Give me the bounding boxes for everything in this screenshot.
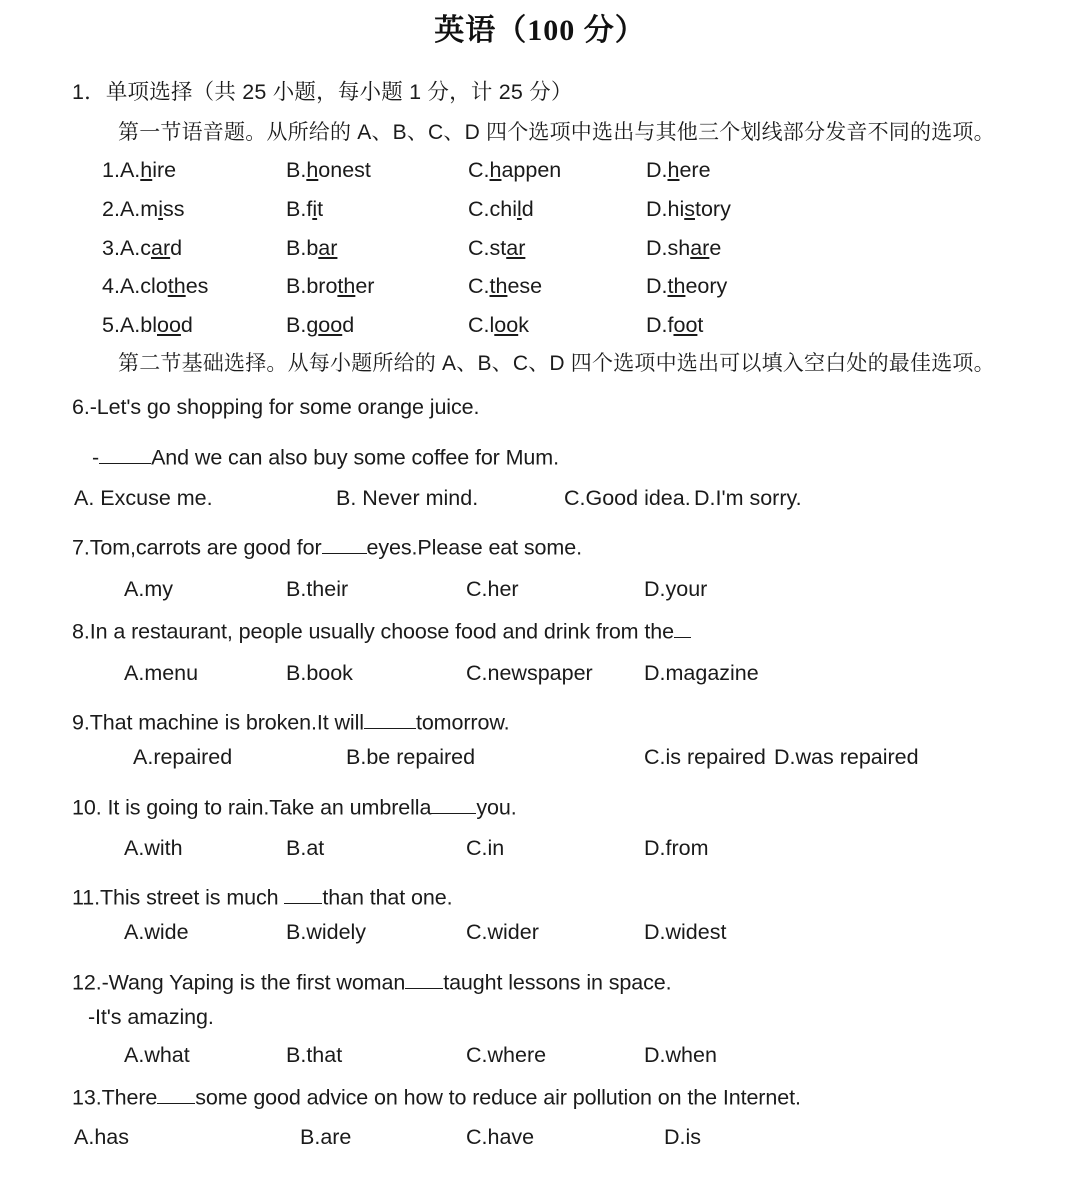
word-prefix: bro [306, 274, 338, 299]
question-7-stem-pre: 7.Tom,carrots are good for [72, 535, 322, 560]
question-9-blank [364, 708, 416, 729]
underlined-letters: s [684, 196, 695, 221]
question-11-stem [72, 883, 452, 909]
question-12-stem-post: taught lessons in space. [443, 970, 672, 995]
word-suffix: tory [694, 196, 731, 221]
phonetics-option-b[interactable] [286, 315, 354, 337]
word-suffix: ss [162, 196, 185, 221]
option-b[interactable]: B.widely [286, 920, 367, 944]
underlined-letters: i [312, 196, 318, 221]
word-suffix: ese [507, 274, 543, 299]
question-8-stem-pre: 8.In a restaurant, people usually choose food and drink from the [72, 619, 674, 644]
option-letter: A. [119, 196, 141, 221]
phonetics-option-d[interactable] [646, 235, 722, 260]
option-c[interactable]: C.where [466, 1043, 547, 1067]
phonetics-option-d[interactable] [646, 160, 711, 182]
option-b[interactable]: B. Never mind. [336, 486, 479, 510]
question-11-stem-post: than that one. [322, 885, 453, 910]
option-letter: B. [286, 196, 307, 221]
phonetics-option-c[interactable] [468, 160, 561, 182]
phonetics-row-number: 5. [102, 313, 120, 338]
part-two-instruction: 第二节基础选择。从每小题所给的 A、B、C、D 四个选项中选出可以填入空白处的最佳选项。 [118, 352, 995, 375]
question-10-blank [431, 793, 476, 814]
underlined-letters: l [516, 196, 522, 221]
option-letter: D. [646, 313, 668, 338]
word-suffix: eory [685, 274, 728, 299]
word-suffix: d [521, 196, 534, 221]
question-8-stem [72, 617, 691, 643]
option-d[interactable]: D.is [664, 1125, 702, 1149]
option-letter: D. [646, 196, 668, 221]
option-c[interactable]: C.is repaired [644, 745, 766, 769]
question-13-stem-pre: 13.There [72, 1085, 158, 1110]
underlined-letters: ar [151, 235, 171, 260]
phonetics-option-c[interactable] [468, 235, 526, 260]
option-letter: D. [646, 274, 668, 299]
phonetics-option-b[interactable] [286, 235, 338, 260]
part-one-instruction: 第一节语音题。从所给的 A、B、C、D 四个选项中选出与其他三个划线部分发音不同的选项。 [118, 121, 995, 144]
option-letter: A. [119, 274, 141, 299]
word-suffix: d [170, 235, 183, 260]
word-suffix: ere [679, 158, 711, 182]
question-11-blank [284, 883, 322, 904]
option-b[interactable]: B.be repaired [346, 745, 476, 769]
question-12-blank [405, 968, 443, 989]
underlined-letters: oo [673, 313, 698, 338]
option-a[interactable]: A.my [124, 577, 173, 601]
question-6-stem-line2-pre: - [92, 445, 100, 470]
option-a[interactable]: A.with [124, 836, 183, 860]
question-13-stem-post: some good advice on how to reduce air pollution on the Internet. [195, 1085, 801, 1110]
question-7-stem [72, 533, 582, 559]
phonetics-option-c[interactable] [468, 276, 542, 298]
word-prefix: f [667, 313, 674, 338]
question-11-stem-pre: 11.This street is much [72, 885, 285, 910]
word-suffix: appen [501, 158, 562, 182]
phonetics-option-b[interactable] [286, 160, 371, 182]
question-13-stem [72, 1083, 801, 1109]
option-a[interactable]: A.repaired [133, 745, 233, 769]
question-10-stem [72, 793, 517, 819]
underlined-letters: oo [494, 313, 519, 338]
question-8-blank [674, 617, 691, 638]
option-d[interactable]: D.your [644, 577, 708, 601]
phonetics-row-number: 2. [102, 196, 120, 221]
underlined-letters: h [140, 158, 153, 182]
option-b[interactable]: B.are [300, 1125, 352, 1149]
word-suffix: k [518, 313, 529, 338]
option-d[interactable]: D.I'm sorry. [694, 486, 802, 510]
underlined-letters: h [667, 158, 680, 182]
question-13-blank [157, 1083, 195, 1104]
word-suffix: es [185, 274, 209, 299]
phonetics-option-d[interactable] [646, 196, 731, 221]
phonetics-option-a[interactable] [102, 276, 208, 298]
word-suffix: t [317, 196, 324, 221]
option-a[interactable]: A.has [74, 1125, 129, 1149]
option-letter: A. [119, 158, 141, 182]
option-letter: C. [468, 158, 490, 182]
option-d[interactable]: D.magazine [644, 661, 759, 685]
word-prefix: l [489, 313, 495, 338]
underlined-letters: ar [318, 235, 338, 260]
phonetics-option-b[interactable] [286, 276, 374, 298]
word-prefix: bl [140, 313, 157, 338]
phonetics-option-a[interactable] [102, 196, 185, 221]
option-d[interactable]: D.was repaired [774, 745, 919, 769]
page-title: 英语（100 分） [434, 14, 646, 47]
underlined-letters: th [167, 274, 186, 299]
question-7-stem-post: eyes.Please eat some. [366, 535, 582, 560]
option-c[interactable]: C.her [466, 577, 519, 601]
phonetics-row-number: 1. [102, 158, 120, 182]
word-prefix: st [489, 235, 507, 260]
option-d[interactable]: D.widest [644, 920, 727, 944]
word-prefix: c [140, 235, 152, 260]
option-letter: B. [286, 313, 307, 338]
option-letter: B. [286, 158, 307, 182]
question-6-stem-line2 [92, 443, 559, 469]
option-letter: A. [119, 235, 141, 260]
underlined-letters: oo [318, 313, 343, 338]
option-a[interactable]: A. Excuse me. [74, 486, 213, 510]
option-b[interactable]: B.book [286, 661, 353, 685]
option-letter: B. [286, 235, 307, 260]
phonetics-row-number: 3. [102, 235, 120, 260]
question-9-stem [72, 708, 509, 734]
underlined-letters: i [158, 196, 163, 221]
question-10-stem-post: you. [476, 795, 517, 820]
option-c[interactable]: C.wider [466, 920, 539, 944]
question-7-blank [322, 533, 367, 554]
option-a[interactable]: A.wide [124, 920, 189, 944]
word-suffix: onest [318, 158, 371, 182]
question-12-stem-line2: -It's amazing. [88, 1005, 214, 1029]
option-a[interactable]: A.what [124, 1043, 190, 1067]
word-suffix: ire [152, 158, 177, 182]
section-heading: 1．单项选择（共 25 小题，每小题 1 分，计 25 分） [72, 80, 573, 104]
question-6-stem-line2-post: And we can also buy some coffee for Mum. [151, 445, 559, 470]
question-10-stem-pre: 10. It is going to rain.Take an umbrella [72, 795, 432, 820]
word-suffix: e [709, 235, 722, 260]
option-d[interactable]: D.from [644, 836, 709, 860]
underlined-letters: th [667, 274, 686, 299]
word-prefix: g [306, 313, 319, 338]
option-letter: C. [468, 274, 490, 299]
phonetics-option-a[interactable] [102, 235, 183, 260]
word-prefix: clo [140, 274, 168, 299]
word-prefix: chi [489, 196, 517, 221]
option-letter: A. [119, 313, 141, 338]
underlined-letters: th [489, 274, 508, 299]
underlined-letters: oo [157, 313, 181, 338]
word-prefix: sh [667, 235, 691, 260]
option-letter: C. [468, 313, 490, 338]
option-b[interactable]: B.their [286, 577, 349, 601]
phonetics-option-d[interactable] [646, 315, 703, 337]
option-c[interactable]: C.newspaper [466, 661, 593, 685]
word-prefix: b [306, 235, 319, 260]
option-a[interactable]: A.menu [124, 661, 199, 685]
underlined-letters: ar [506, 235, 526, 260]
option-b[interactable]: B.at [286, 836, 325, 860]
option-c[interactable]: C.have [466, 1125, 535, 1149]
word-prefix: m [140, 196, 159, 221]
phonetics-option-a[interactable] [102, 315, 193, 337]
option-c[interactable]: C.Good idea. [564, 486, 691, 510]
word-suffix: d [342, 313, 355, 338]
option-letter: C. [468, 235, 490, 260]
phonetics-option-a[interactable] [102, 160, 176, 182]
word-suffix: d [180, 313, 193, 338]
option-d[interactable]: D.when [644, 1043, 717, 1067]
question-12-stem [72, 968, 671, 994]
option-letter: D. [646, 158, 668, 182]
phonetics-option-b[interactable] [286, 196, 324, 221]
underlined-letters: h [306, 158, 319, 182]
phonetics-row-number: 4. [102, 274, 120, 299]
option-letter: C. [468, 196, 490, 221]
phonetics-option-c[interactable] [468, 196, 534, 221]
question-12-stem-pre: 12.-Wang Yaping is the first woman [72, 970, 406, 995]
option-letter: B. [286, 274, 307, 299]
underlined-letters: th [337, 274, 356, 299]
underlined-letters: h [489, 158, 502, 182]
question-9-stem-post: tomorrow. [415, 710, 510, 735]
phonetics-option-d[interactable] [646, 276, 727, 298]
question-6-stem-line1: 6.-Let's go shopping for some orange juice. [72, 395, 480, 419]
word-suffix: t [697, 313, 704, 338]
question-6-blank [99, 443, 151, 464]
option-letter: D. [646, 235, 668, 260]
word-prefix: hi [667, 196, 685, 221]
option-c[interactable]: C.in [466, 836, 505, 860]
question-9-stem-pre: 9.That machine is broken.It will [72, 710, 364, 735]
option-b[interactable]: B.that [286, 1043, 343, 1067]
phonetics-option-c[interactable] [468, 315, 529, 337]
word-suffix: er [355, 274, 375, 299]
underlined-letters: ar [690, 235, 710, 260]
word-prefix: f [306, 196, 313, 221]
